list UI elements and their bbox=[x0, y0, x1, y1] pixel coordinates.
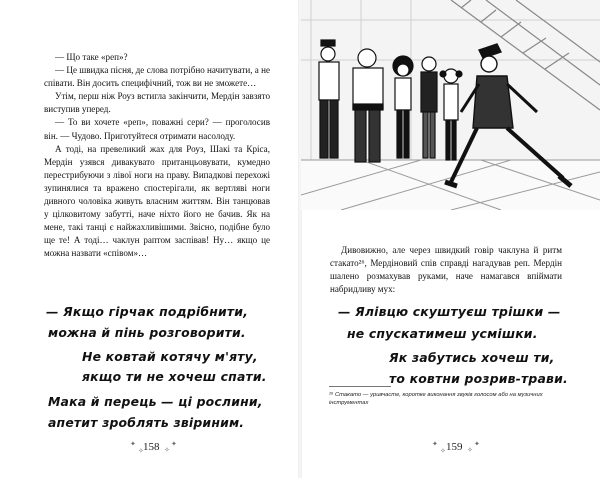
footnote-divider bbox=[329, 386, 391, 387]
paragraph: А тоді, на превеликий жах для Роуз, Шакі та Кріса, Мердін узявся дивакувато пританцьовувати, кумедно перестрибуючи з лівої ноги на праву. Випадкові перехожі зупинялися та вражено спостерігали, як вертляві ноги дивного чоловіка живуть власним життям. Він танцював у цілковитому забутті, наче ніхто його не бачив. Як на мене, такі танці є найжахливішими. Звісно, подібне було ще те! А тоді… чаклун раптом заспівав! Ну… якщо це можна назвати «співом»… bbox=[44, 143, 270, 259]
star-ornament: ✧ bbox=[440, 447, 446, 455]
star-ornament: ✧ bbox=[138, 447, 144, 455]
song-line: Як забутись хочеш ти, bbox=[389, 350, 555, 365]
song-line: — Якщо гірчак подрібнити, bbox=[46, 304, 249, 319]
paragraph: Утім, перш ніж Роуз встигла закінчити, Мердін завзято виступив уперед. bbox=[44, 91, 270, 115]
star-ornament: ✧ bbox=[164, 446, 170, 454]
song-line: не спускатимеш усмішки. bbox=[347, 326, 538, 341]
paragraph: Дивовижно, але через швидкий говір чаклуна й ритм стакато²⁶, Мердіновий спів справді нагадував реп. Мердін шалено розмахував руками, наче намагався впіймати набридливу мух: bbox=[330, 245, 562, 295]
song-line: якщо ти не хочеш спати. bbox=[82, 369, 267, 384]
star-ornament: ✦ bbox=[130, 440, 136, 448]
song-line: — Ялівцю скуштуєш трішки — bbox=[338, 304, 561, 319]
page-number-right: 159 bbox=[446, 441, 463, 453]
star-ornament: ✧ bbox=[467, 446, 473, 454]
star-ornament: ✦ bbox=[432, 440, 438, 448]
paragraph: — То ви хочете «реп», поважні сери? — проголосив він. — Чудово. Приготуйтеся отримати насолоду. bbox=[44, 117, 270, 141]
left-song-lyrics bbox=[0, 0, 299, 478]
left-page bbox=[0, 0, 299, 478]
star-ornament: ✦ bbox=[171, 440, 177, 448]
song-line: то ковтни розрив-трави. bbox=[389, 371, 568, 386]
paragraph: — Це швидка пісня, де слова потрібно начитувати, а не співати. Він досить специфічний, тож ви не зможете… bbox=[44, 65, 270, 89]
star-ornament: ✦ bbox=[474, 440, 480, 448]
song-line: апетит зроблять звіриним. bbox=[48, 415, 245, 430]
song-line: Мака й перець — ці рослини, bbox=[48, 394, 263, 409]
paragraph: — Що таке «реп»? bbox=[55, 52, 128, 62]
page-number-left: 158 bbox=[143, 441, 160, 453]
footnote: ²⁶ Стакато — уривчасте, коротке виконання звуків голосом або на музичних інструментах bbox=[329, 392, 543, 406]
song-line: Не ковтай котячу м'яту, bbox=[82, 349, 258, 364]
song-line: можна й пінь розговорити. bbox=[48, 325, 246, 340]
